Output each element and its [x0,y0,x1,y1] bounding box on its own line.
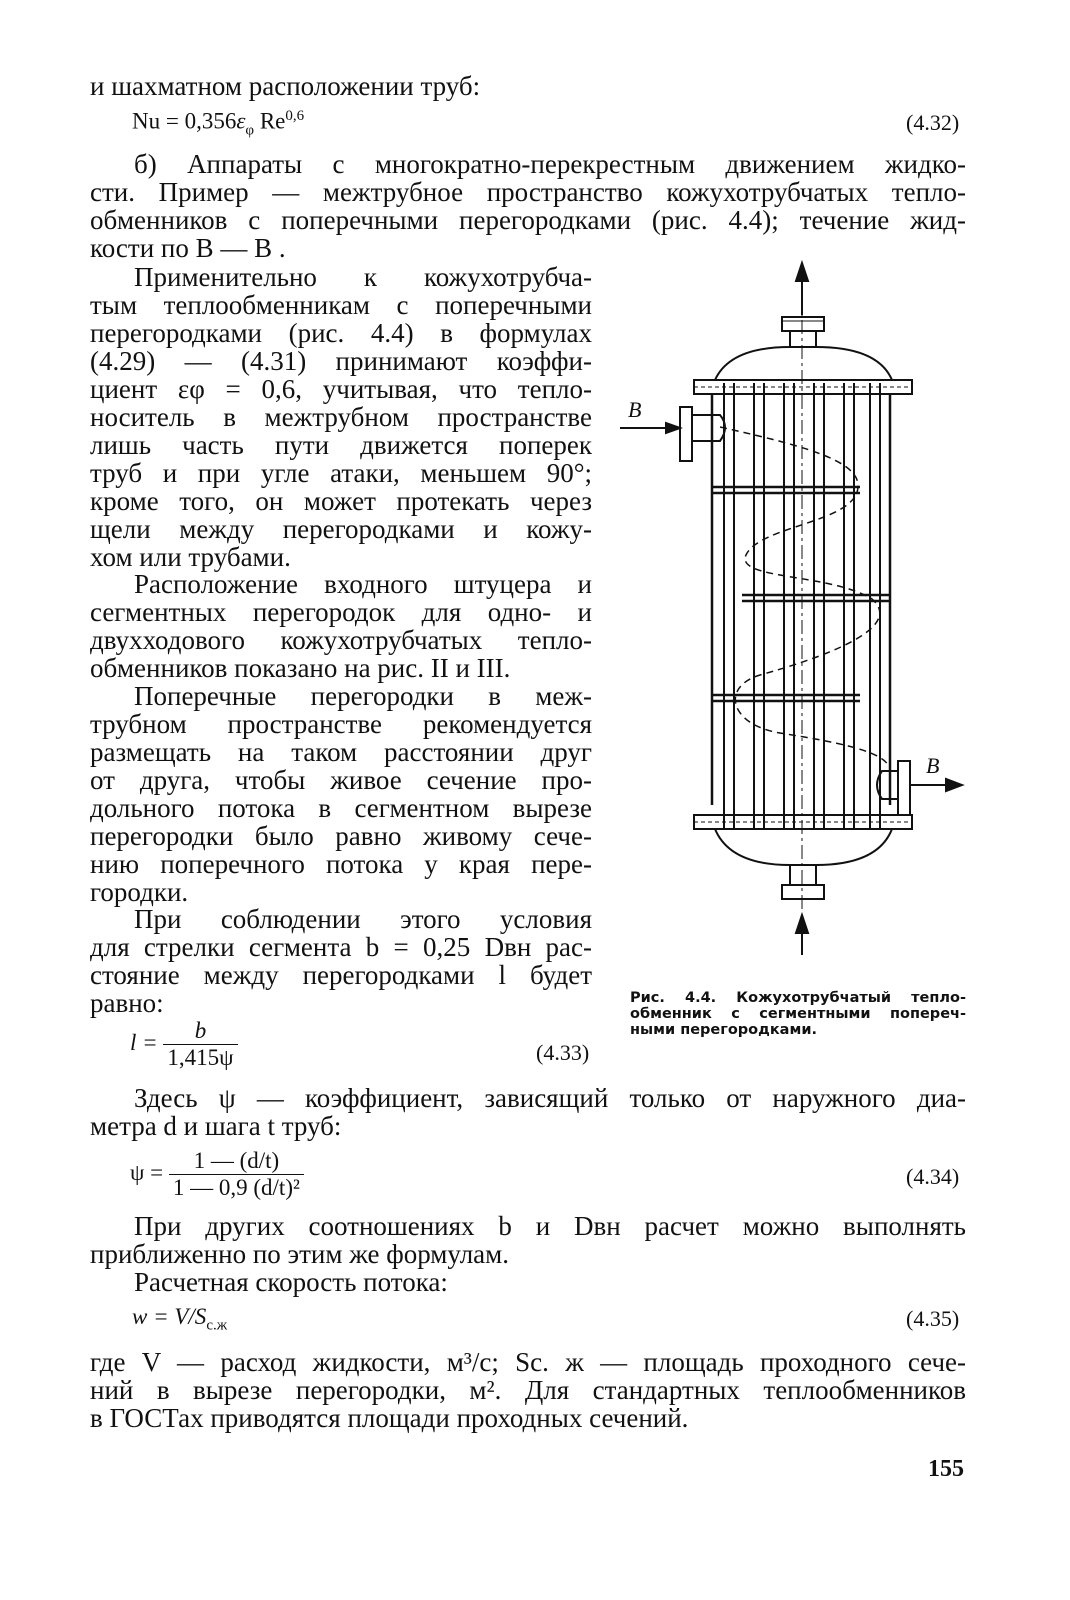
text-line-18: сегментных перегородок для одно- и [90,597,592,627]
text-line-40: в ГОСТах приводятся площади проходных сечений. [90,1403,689,1433]
eq-4-34-lhs: ψ = [130,1159,164,1185]
text-line-28: городки. [90,877,189,907]
text-line-24: от друга, чтобы живое сечение про- [90,765,592,795]
text-line-34: метра d и шага t труб: [90,1111,342,1141]
caption-line-2: обменник с сегментными попереч- [630,1006,966,1022]
equation-4-32 [132,108,304,139]
text-line-6: Применительно к кожухотрубча- [134,262,592,292]
text-line-13: труб и при угле атаки, меньшем 90°; [90,458,592,488]
page-number: 155 [928,1456,964,1482]
inlet-flange [680,407,692,461]
equation-4-34 [130,1148,304,1201]
text-line-20: обменников показано на рис. II и III. [90,653,511,683]
text-line-4: обменников с поперечными перегородками (рис. 4.4); течение жид- [90,205,966,235]
eq-4-35-sub: с.ж [206,1317,228,1334]
caption-line-1: Рис. 4.4. Кожухотрубчатый тепло- [630,990,966,1006]
equation-4-33 [130,1018,238,1071]
text-line-8: перегородками (рис. 4.4) в формулах [90,318,592,348]
text-line-22: трубном пространстве рекомендуется [90,709,592,739]
eq-4-32-lhs: Nu = 0,356 [132,108,237,134]
top-arrow-head [796,263,808,281]
eq-4-33-fraction [163,1018,237,1071]
text-line-23: размещать на таком расстоянии друг [90,737,592,767]
caption-line-3: ными перегородками. [630,1022,817,1038]
eq-4-35-text: w = V/S [132,1304,207,1329]
eq-4-33-lhs: l = [130,1029,158,1055]
eq-4-34-denominator: 1 — 0,9 (d/t)² [172,1175,300,1200]
bottom-arrow-head [796,915,808,933]
equation-4-35 [132,1304,227,1335]
bottom-nozzle-flange [782,885,824,899]
text-line-11: носитель в межтрубном пространстве [90,402,592,432]
eq-4-32-eps-sub: φ [245,122,255,139]
text-line-10: циент εφ = 0,6, учитывая, что тепло- [90,374,592,404]
eq-4-34-numerator: 1 — (d/t) [169,1148,304,1175]
eq-4-33-numerator: b [163,1018,237,1045]
bottom-cap [715,829,892,865]
text-line-35: При других соотношениях b и Dвн расчет можно выполнять [134,1211,966,1241]
text-line-17: Расположение входного штуцера и [134,569,592,599]
text-line-9: (4.29) — (4.31) принимают коэффи- [90,346,592,376]
text-line-32: равно: [90,988,164,1018]
eq-4-32-eps: ε [236,108,246,134]
text-line-2: б) Аппараты с многократно-перекрестным движением жидко- [134,149,966,179]
outlet-label: В [926,753,940,778]
text-line-30: для стрелки сегмента b = 0,25 Dвн рас- [90,932,593,962]
text-line-38: где V — расход жидкости, м³/с; Sс. ж — площадь проходного сече- [90,1347,966,1377]
equation-label-4-32: (4.32) [906,110,960,135]
text-line-39: ний в вырезе перегородки, м². Для стандартных теплообменников [90,1375,966,1405]
text-line-1: и шахматном расположении труб: [90,71,481,101]
equation-label-4-33: (4.33) [536,1040,590,1065]
text-line-7: тым теплообменникам с поперечными [90,290,592,320]
text-line-19: двухходового кожухотрубчатых тепло- [90,625,592,655]
inlet-pipe [692,415,725,441]
eq-4-34-fraction [169,1148,304,1201]
text-line-15: щели между перегородками и кожу- [90,514,592,544]
text-line-3: сти. Пример — межтрубное пространство кожухотрубчатых тепло- [90,177,966,207]
eq-4-33-denominator: 1,415ψ [167,1045,234,1070]
text-line-14: кроме того, он может протекать через [90,486,592,516]
equation-label-4-34: (4.34) [906,1164,960,1189]
text-line-33: Здесь ψ — коэффициент, зависящий только от наружного диа- [134,1083,966,1113]
outlet-arrow-head [946,779,962,791]
heat-exchanger-figure [620,255,965,975]
inlet-label: В [628,397,642,422]
text-line-36: приближенно по этим же формулам. [90,1239,510,1269]
text-line-31: стояние между перегородками l будет [90,960,592,990]
inlet-arrow-head [666,423,680,433]
text-line-29: При соблюдении этого условия [134,904,592,934]
text-line-21: Поперечные перегородки в меж- [134,681,592,711]
text-line-5: кости по В — В . [90,233,286,263]
eq-4-32-re-sup: 0,6 [285,108,305,124]
equation-label-4-35: (4.35) [906,1306,960,1331]
text-line-27: нию поперечного потока у края пере- [90,849,592,879]
text-line-25: дольного потока в сегментном вырезе [90,793,592,823]
text-line-12: лишь часть пути движется поперек [90,430,592,460]
top-cap [715,347,892,380]
text-line-37: Расчетная скорость потока: [134,1267,448,1297]
eq-4-32-re: Re [254,108,286,134]
outlet-flange [898,761,910,815]
figure-caption [630,990,966,1038]
text-line-26: перегородки было равно живому сече- [90,821,592,851]
text-line-16: хом или трубами. [90,542,291,572]
top-nozzle-flange [782,317,824,331]
